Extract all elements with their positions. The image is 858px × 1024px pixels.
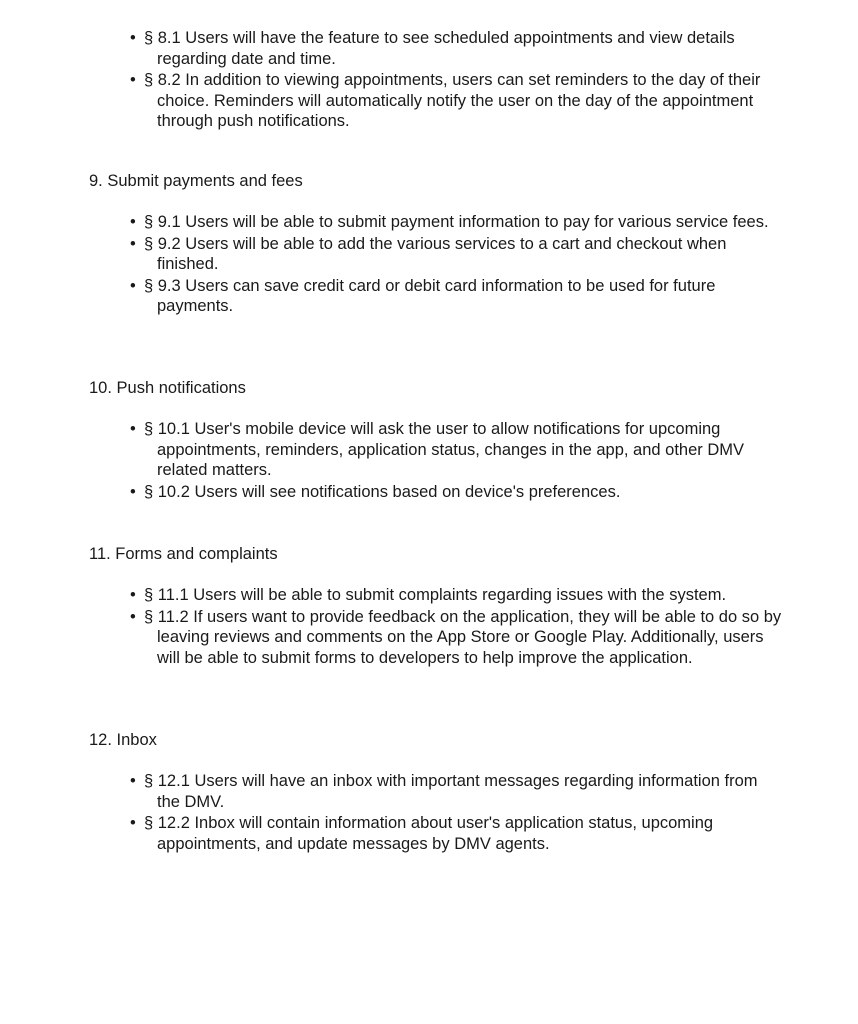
list-item-text: § 8.2 In addition to viewing appointments, users can set reminders to the day of their choice. Reminders will automatically notify the user on the day of the appointment through push notifications. [144,71,761,131]
list-item-text: § 9.1 Users will be able to submit payment information to pay for various service fees. [144,213,769,231]
bullet-list-11 [0,585,858,669]
list-item [0,28,783,69]
list-item-text: § 10.2 Users will see notifications based on device's preferences. [144,482,621,501]
bullet-dot: • [130,814,136,833]
bullet-dot: • [130,276,136,295]
list-item-text: § 9.2 Users will be able to add the various services to a cart and checkout when finished. [144,234,727,274]
bullet-dot: • [130,71,136,90]
list-item [0,482,783,503]
list-item-text: § 10.1 User's mobile device will ask the user to allow notifications for upcoming appointments, reminders, application status, changes in the app, and other DMV related matters. [144,420,745,480]
section-heading: 9. Submit payments and fees [89,172,303,190]
bullet-list-9 [0,212,858,318]
section-heading: 11. Forms and complaints [89,545,278,563]
bullet-list-10 [0,419,858,503]
list-item-text: § 8.1 Users will have the feature to see scheduled appointments and view details regarding date and time. [144,29,735,68]
bullet-dot: • [130,772,136,790]
list-item [0,419,783,481]
bullet-dot: • [130,234,136,253]
list-item [0,607,783,669]
list-item [0,70,783,132]
bullet-dot: • [130,607,136,626]
bullet-dot: • [130,482,136,501]
list-item [0,276,783,317]
section-heading: 12. Inbox [89,731,157,749]
list-item-text: § 11.1 Users will be able to submit complaints regarding issues with the system. [144,586,727,604]
list-item [0,212,783,233]
bullet-list-12 [0,771,858,855]
list-item-text: § 11.2 If users want to provide feedback on the application, they will be able to do so by leaving reviews and comments on the App Store or Google Play. Additionally, users will be able to submit forms to developers to help improve the application. [144,607,782,667]
section-heading: 10. Push notifications [89,379,246,397]
bullet-dot: • [130,29,136,47]
bullet-dot: • [130,420,136,438]
list-item [0,813,783,854]
list-item [0,585,783,606]
list-item-text: § 9.3 Users can save credit card or debit card information to be used for future payments. [144,276,716,316]
bullet-dot: • [130,213,136,231]
bullet-list-8 [0,28,858,133]
list-item-text: § 12.1 Users will have an inbox with important messages regarding information from the DMV. [144,772,758,811]
list-item [0,771,783,812]
list-item [0,234,783,275]
bullet-dot: • [130,586,136,604]
list-item-text: § 12.2 Inbox will contain information about user's application status, upcoming appointments, and update messages by DMV agents. [144,814,714,853]
